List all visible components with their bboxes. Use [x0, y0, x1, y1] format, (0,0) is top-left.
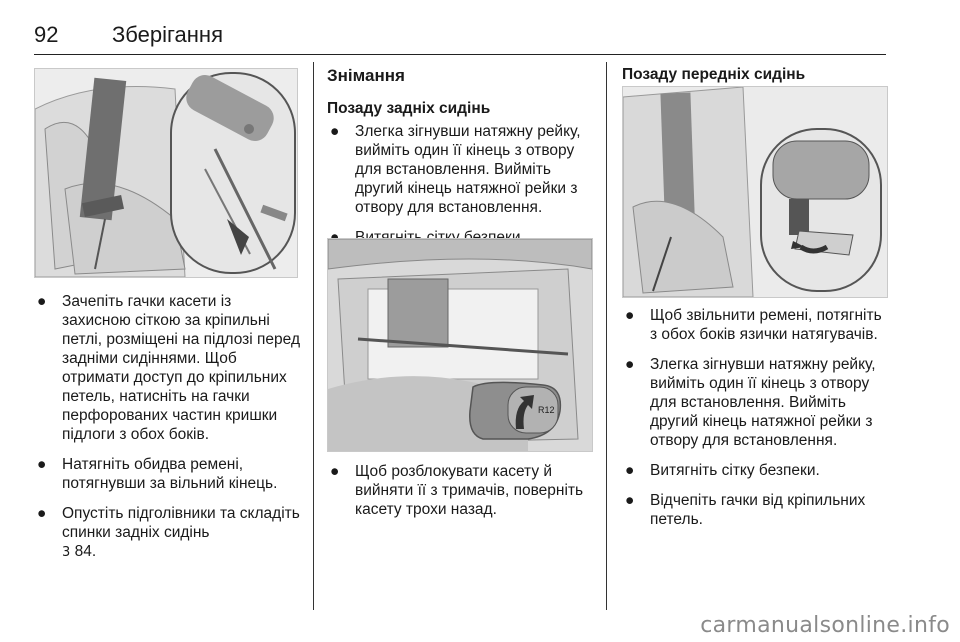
column-divider-2: [606, 62, 607, 610]
list-item: [622, 355, 892, 450]
subsection-heading: Позаду передніх сидінь: [622, 66, 806, 83]
bullet-text: Щоб звільнити ремені, потягніть з обох боків язички натягувачів.: [650, 307, 882, 343]
page-reference: 84.: [70, 543, 97, 560]
bullet-text: Злегка зігнувши натяжну рейку, вийміть один її кінець з отвору для встановлення. Вийміть другий кінець натяжної рейки з отвору для встановлення.: [650, 356, 876, 449]
figure-front-seat-tensioner: [622, 86, 888, 298]
bullet-marker: ●: [625, 356, 635, 373]
figure-cassette-removal: [327, 238, 593, 452]
bullet-text: Зачепіть гачки касети із захисною сіткою за кріпильні петлі, розміщені на підлозі перед задніми сидіннями. Щоб отримати доступ до кріпильних петель, натисніть на гачки перфорованих частин кришки підлоги з обох боків.: [62, 293, 300, 443]
figure-cargo-net-hooks: [34, 68, 298, 278]
subsection-heading: Позаду задніх сидінь: [327, 100, 491, 117]
list-item: [34, 292, 304, 444]
column-divider-1: [313, 62, 314, 610]
bullet-marker: ●: [37, 505, 47, 522]
bullet-text: Щоб розблокувати касету й вийняти її з тримачів, поверніть касету трохи назад.: [355, 463, 584, 518]
page-header: [34, 22, 886, 55]
list-item: [622, 491, 892, 529]
watermark: carmanualsonline.info: [700, 613, 950, 638]
bullet-text: Витягніть сітку безпеки.: [650, 462, 820, 479]
bullet-text: Натягніть обидва ремені, потягнувши за вільний кінець.: [62, 456, 278, 492]
list-item: [327, 122, 597, 217]
page-reference-icon: 3: [62, 545, 71, 560]
bullet-marker: ●: [37, 456, 47, 473]
bullet-text: Опустіть підголівники та складіть спинки задніх сидінь: [62, 505, 300, 541]
col2-bullet-list-bottom: [327, 462, 597, 530]
col1-bullet-list: [34, 292, 304, 573]
bullet-text: Злегка зігнувши натяжну рейку, вийміть один її кінець з отвору для встановлення. Вийміть другий кінець натяжної рейки з отвору для встановлення.: [355, 123, 581, 216]
page-number: 92: [34, 22, 59, 47]
list-item: [34, 455, 304, 493]
bullet-marker: ●: [330, 123, 340, 140]
list-item: [622, 306, 892, 344]
bullet-marker: ●: [37, 293, 47, 310]
list-item: [34, 504, 304, 562]
bullet-marker: ●: [625, 462, 635, 479]
figure-label: R12: [538, 405, 555, 415]
bullet-text: Відчепіть гачки від кріпильних петель.: [650, 492, 866, 528]
bullet-marker: ●: [625, 307, 635, 324]
col3-bullet-list: [622, 306, 892, 540]
list-item: [327, 462, 597, 519]
list-item: [622, 461, 892, 480]
bullet-marker: ●: [330, 463, 340, 480]
section-title: Зберігання: [112, 22, 223, 47]
section-heading: Знімання: [327, 66, 405, 85]
bullet-marker: ●: [625, 492, 635, 509]
